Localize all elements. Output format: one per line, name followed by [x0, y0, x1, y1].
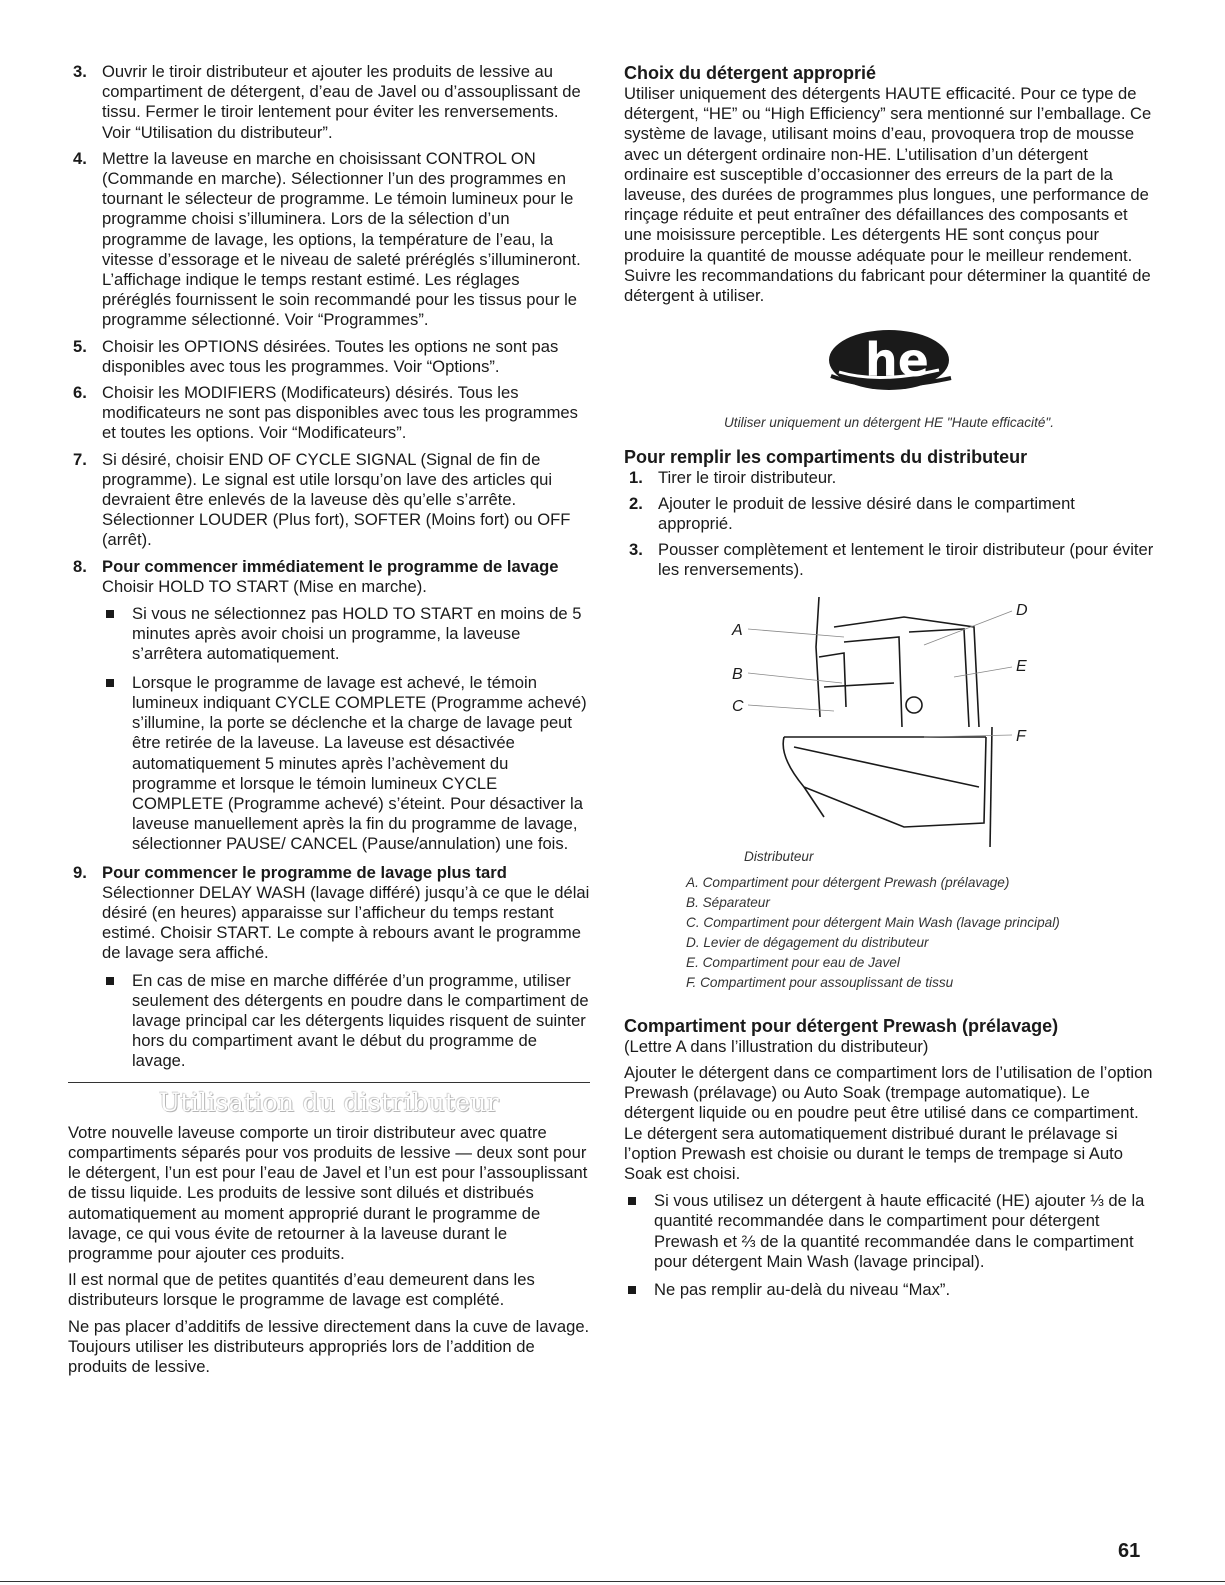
- label-c: C: [732, 697, 744, 715]
- legend-item: F. Compartiment pour assouplissant de tissu: [686, 974, 954, 990]
- bullet-text: Lorsque le programme de lavage est achevé, le témoin lumineux indiquant CYCLE COMPLETE (Programme achevé) s’illumine, la porte se déclenche et la charge de lavage peut être retirée de la laveuse. La laveuse est désactivée automatiquement 5 minutes après l’achèvement du programme et lorsque le témoin lumineux CYCLE COMPLETE (Programme achevé) s’éteint. Pour désactiver la laveuse manuellement après la fin du programme de lavage, sélectionner PAUSE/ CANCEL (Pause/annulation) une fois.: [132, 672, 587, 854]
- page-number: 61: [1118, 1540, 1141, 1562]
- list-item: [624, 1191, 1154, 1272]
- step-number: 3.: [73, 62, 87, 81]
- legend-item: A. Compartiment pour détergent Prewash (prélavage): [686, 874, 1010, 890]
- step-heading: Pour commencer le programme de lavage plus tard: [102, 862, 507, 882]
- step-text: Si désiré, choisir END OF CYCLE SIGNAL (Signal de fin de programme). Le signal est utile lorsqu’on lave des articles qui devraient être enlevés de la laveuse dès qu’elle s’arrête. Sélectionner LOUDER (Plus fort), SOFTER (Moins fort) ou OFF (arrêt).: [102, 449, 571, 550]
- bullet-list: [102, 604, 590, 854]
- step-number: 6.: [73, 383, 87, 403]
- paragraph: Ne pas placer d’additifs de lessive directement dans la cuve de lavage. Toujours utiliser les distributeurs appropriés lors de l’addition de produits de lessive.: [68, 1316, 590, 1376]
- step-text: Choisir les MODIFIERS (Modificateurs) désirés. Tous les modificateurs ne sont pas disponibles avec tous les programmes et toutes les options. Voir “Modificateurs”.: [102, 383, 578, 443]
- step-text: Tirer le tiroir distributeur.: [658, 467, 837, 487]
- step-number: 5.: [73, 336, 87, 356]
- fill-step: [624, 540, 1154, 580]
- paragraph: Votre nouvelle laveuse comporte un tiroir distributeur avec quatre compartiments séparés pour vos produits de lessive — deux sont pour le détergent, l’un est pour l’eau de Javel et l’un est pour l’assouplissant de tissu liquide. Les produits de lessive sont dilués et distribués automatiquement au moment approprié durant le programme de lavage, ce qui vous évite de retourner à la laveuse durant le programme pour ajouter ces produits.: [68, 1122, 588, 1263]
- prewash-paragraph: Ajouter le détergent dans ce compartiment lors de l’utilisation de l’option Prewash (prélavage) ou Auto Soak (trempage automatique). Le détergent liquide ou en poudre peut être utilisé dans ce compartiment. Le détergent sera automatiquement distribué durant le prélavage si l’option Prewash est choisie ou durant le temps de trempage si Auto Soak est choisi.: [624, 1063, 1153, 1184]
- detergent-paragraph: Utiliser uniquement des détergents HAUTE efficacité. Pour ce type de détergent, “HE” ou “High Efficiency” sera mentionné sur l’emballage. Ce système de lavage, utilisant moins d’eau, provoquera trop de mousse avec un détergent ordinaire non-HE. L’utilisation d’un détergent ordinaire est susceptible d’occasionner des erreurs de la part de la laveuse, des durées de programmes plus longues, une performance de rinçage réduite et peut entraîner des défaillances des composants et une moisissure perceptible. Les détergents HE sont conçus pour produire la quantité de mousse adéquate pour le meilleur rendement. Suivre les recommandations du fabricant pour déterminer la quantité de détergent à utiliser.: [624, 84, 1152, 306]
- bullet-list: [102, 971, 590, 1072]
- right-column: [624, 62, 1154, 1308]
- step-4: [68, 149, 590, 331]
- legend-item: B. Séparateur: [686, 894, 770, 910]
- fill-step: [624, 468, 1154, 488]
- instruction-steps: [68, 62, 590, 1072]
- legend-item: E. Compartiment pour eau de Javel: [686, 954, 900, 970]
- legend-item: D. Levier de dégagement du distributeur: [686, 934, 929, 950]
- label-a: A: [732, 621, 743, 639]
- he-logo-icon: [819, 324, 959, 400]
- step-8: [68, 557, 590, 855]
- bullet-text: Ne pas remplir au-delà du niveau “Max”.: [654, 1280, 951, 1300]
- step-heading: Pour commencer immédiatement le programme de lavage: [102, 556, 559, 576]
- paragraph: Il est normal que de petites quantités d’eau demeurent dans les distributeurs lorsque le programme de lavage est complété.: [68, 1270, 535, 1310]
- label-b: B: [732, 665, 743, 683]
- list-item: [102, 971, 590, 1072]
- detergent-heading: Choix du détergent approprié: [624, 63, 877, 83]
- step-number: 9.: [73, 862, 87, 882]
- bullet-square-icon: [628, 1286, 636, 1294]
- step-number: 7.: [73, 449, 87, 469]
- fill-step: [624, 494, 1154, 534]
- step-6: [68, 383, 590, 444]
- left-column: [68, 62, 590, 1383]
- section-divider: [68, 1082, 590, 1083]
- step-text: Pousser complètement et lentement le tiroir distributeur (pour éviter les renversements).: [658, 540, 1154, 580]
- step-text: Ajouter le produit de lessive désiré dans le compartiment approprié.: [658, 493, 1075, 534]
- step-number: 8.: [73, 556, 87, 576]
- step-text: Sélectionner DELAY WASH (lavage différé) jusqu’à ce que le délai désiré (en heures) apparaisse sur l’afficheur du temps restant estimé. Choisir START. Le compte à rebours avant le programme de lavage sera affiché.: [102, 882, 590, 963]
- step-3: [68, 62, 590, 143]
- figure-caption: Distributeur: [744, 848, 814, 864]
- section-title: Utilisation du distributeur: [159, 1087, 499, 1117]
- step-number: 1.: [629, 467, 643, 487]
- step-text: Mettre la laveuse en marche en choisissant CONTROL ON (Commande en marche). Sélectionner l’un des programmes en tournant le sélecteur de programme. Le témoin lumineux pour le programme choisi s’illuminera. Lors de la sélection d’un programme de lavage, les options, la température de l’eau, la vitesse d’essorage et le niveau de saleté préréglés s’illumineront. L’affichage indique le temps restant estimé. Les réglages préréglés fournissent le soin recommandé pour les tissus pour le programme sélectionné. Voir “Programmes”.: [102, 148, 581, 330]
- prewash-subtitle: (Lettre A dans l’illustration du distributeur): [624, 1036, 929, 1056]
- he-logo: [624, 324, 1154, 405]
- bullet-list: [624, 1191, 1154, 1300]
- bullet-text: Si vous ne sélectionnez pas HOLD TO START en moins de 5 minutes après avoir choisi un programme, la laveuse s’arrêtera automatiquement.: [132, 604, 582, 664]
- step-7: [68, 450, 590, 551]
- step-number: 4.: [73, 148, 87, 168]
- figure-legend: [686, 873, 1154, 993]
- label-e: E: [1016, 657, 1027, 675]
- step-text: Choisir HOLD TO START (Mise en marche).: [102, 576, 427, 596]
- step-number: 3.: [629, 540, 643, 560]
- bullet-text: En cas de mise en marche différée d’un programme, utiliser seulement des détergents en poudre dans le compartiment de lavage principal car les détergents liquides risquent de suinter hors du compartiment avant le début du programme de lavage.: [132, 970, 589, 1071]
- legend-item: C. Compartiment pour détergent Main Wash (lavage principal): [686, 914, 1060, 930]
- step-9: [68, 863, 590, 1072]
- step-text: Ouvrir le tiroir distributeur et ajouter les produits de lessive au compartiment de détergent, d’eau de Javel ou d’assouplissant de tissu. Fermer le tiroir lentement pour éviter les renversements. Voir “Utilisation du distributeur”.: [102, 62, 581, 142]
- list-item: [102, 673, 590, 855]
- bullet-square-icon: [628, 1197, 636, 1205]
- fill-steps: [624, 468, 1154, 581]
- step-number: 2.: [629, 493, 643, 513]
- bullet-square-icon: [106, 977, 114, 985]
- he-logo-text: he: [865, 333, 929, 388]
- bullet-text: Si vous utilisez un détergent à haute efficacité (HE) ajouter ⅓ de la quantité recommandée dans le compartiment pour détergent Prewash et ⅔ de la quantité recommandée dans le compartiment pour détergent Main Wash (lavage principal).: [654, 1191, 1145, 1271]
- list-item: [624, 1280, 1154, 1300]
- he-caption: Utiliser uniquement un détergent HE "Haute efficacité".: [723, 415, 1055, 431]
- label-d: D: [1016, 601, 1028, 619]
- step-5: [68, 337, 590, 377]
- bullet-square-icon: [106, 679, 114, 687]
- label-f: F: [1016, 727, 1026, 745]
- prewash-heading: Compartiment pour détergent Prewash (prélavage): [624, 1015, 1059, 1036]
- dispenser-illustration: [724, 587, 1044, 847]
- step-text: Choisir les OPTIONS désirées. Toutes les options ne sont pas disponibles avec tous les programmes. Voir “Options”.: [102, 336, 559, 376]
- fill-heading: Pour remplir les compartiments du distributeur: [624, 446, 1028, 467]
- bullet-square-icon: [106, 610, 114, 618]
- bottom-rule: [0, 1581, 1225, 1582]
- list-item: [102, 604, 590, 665]
